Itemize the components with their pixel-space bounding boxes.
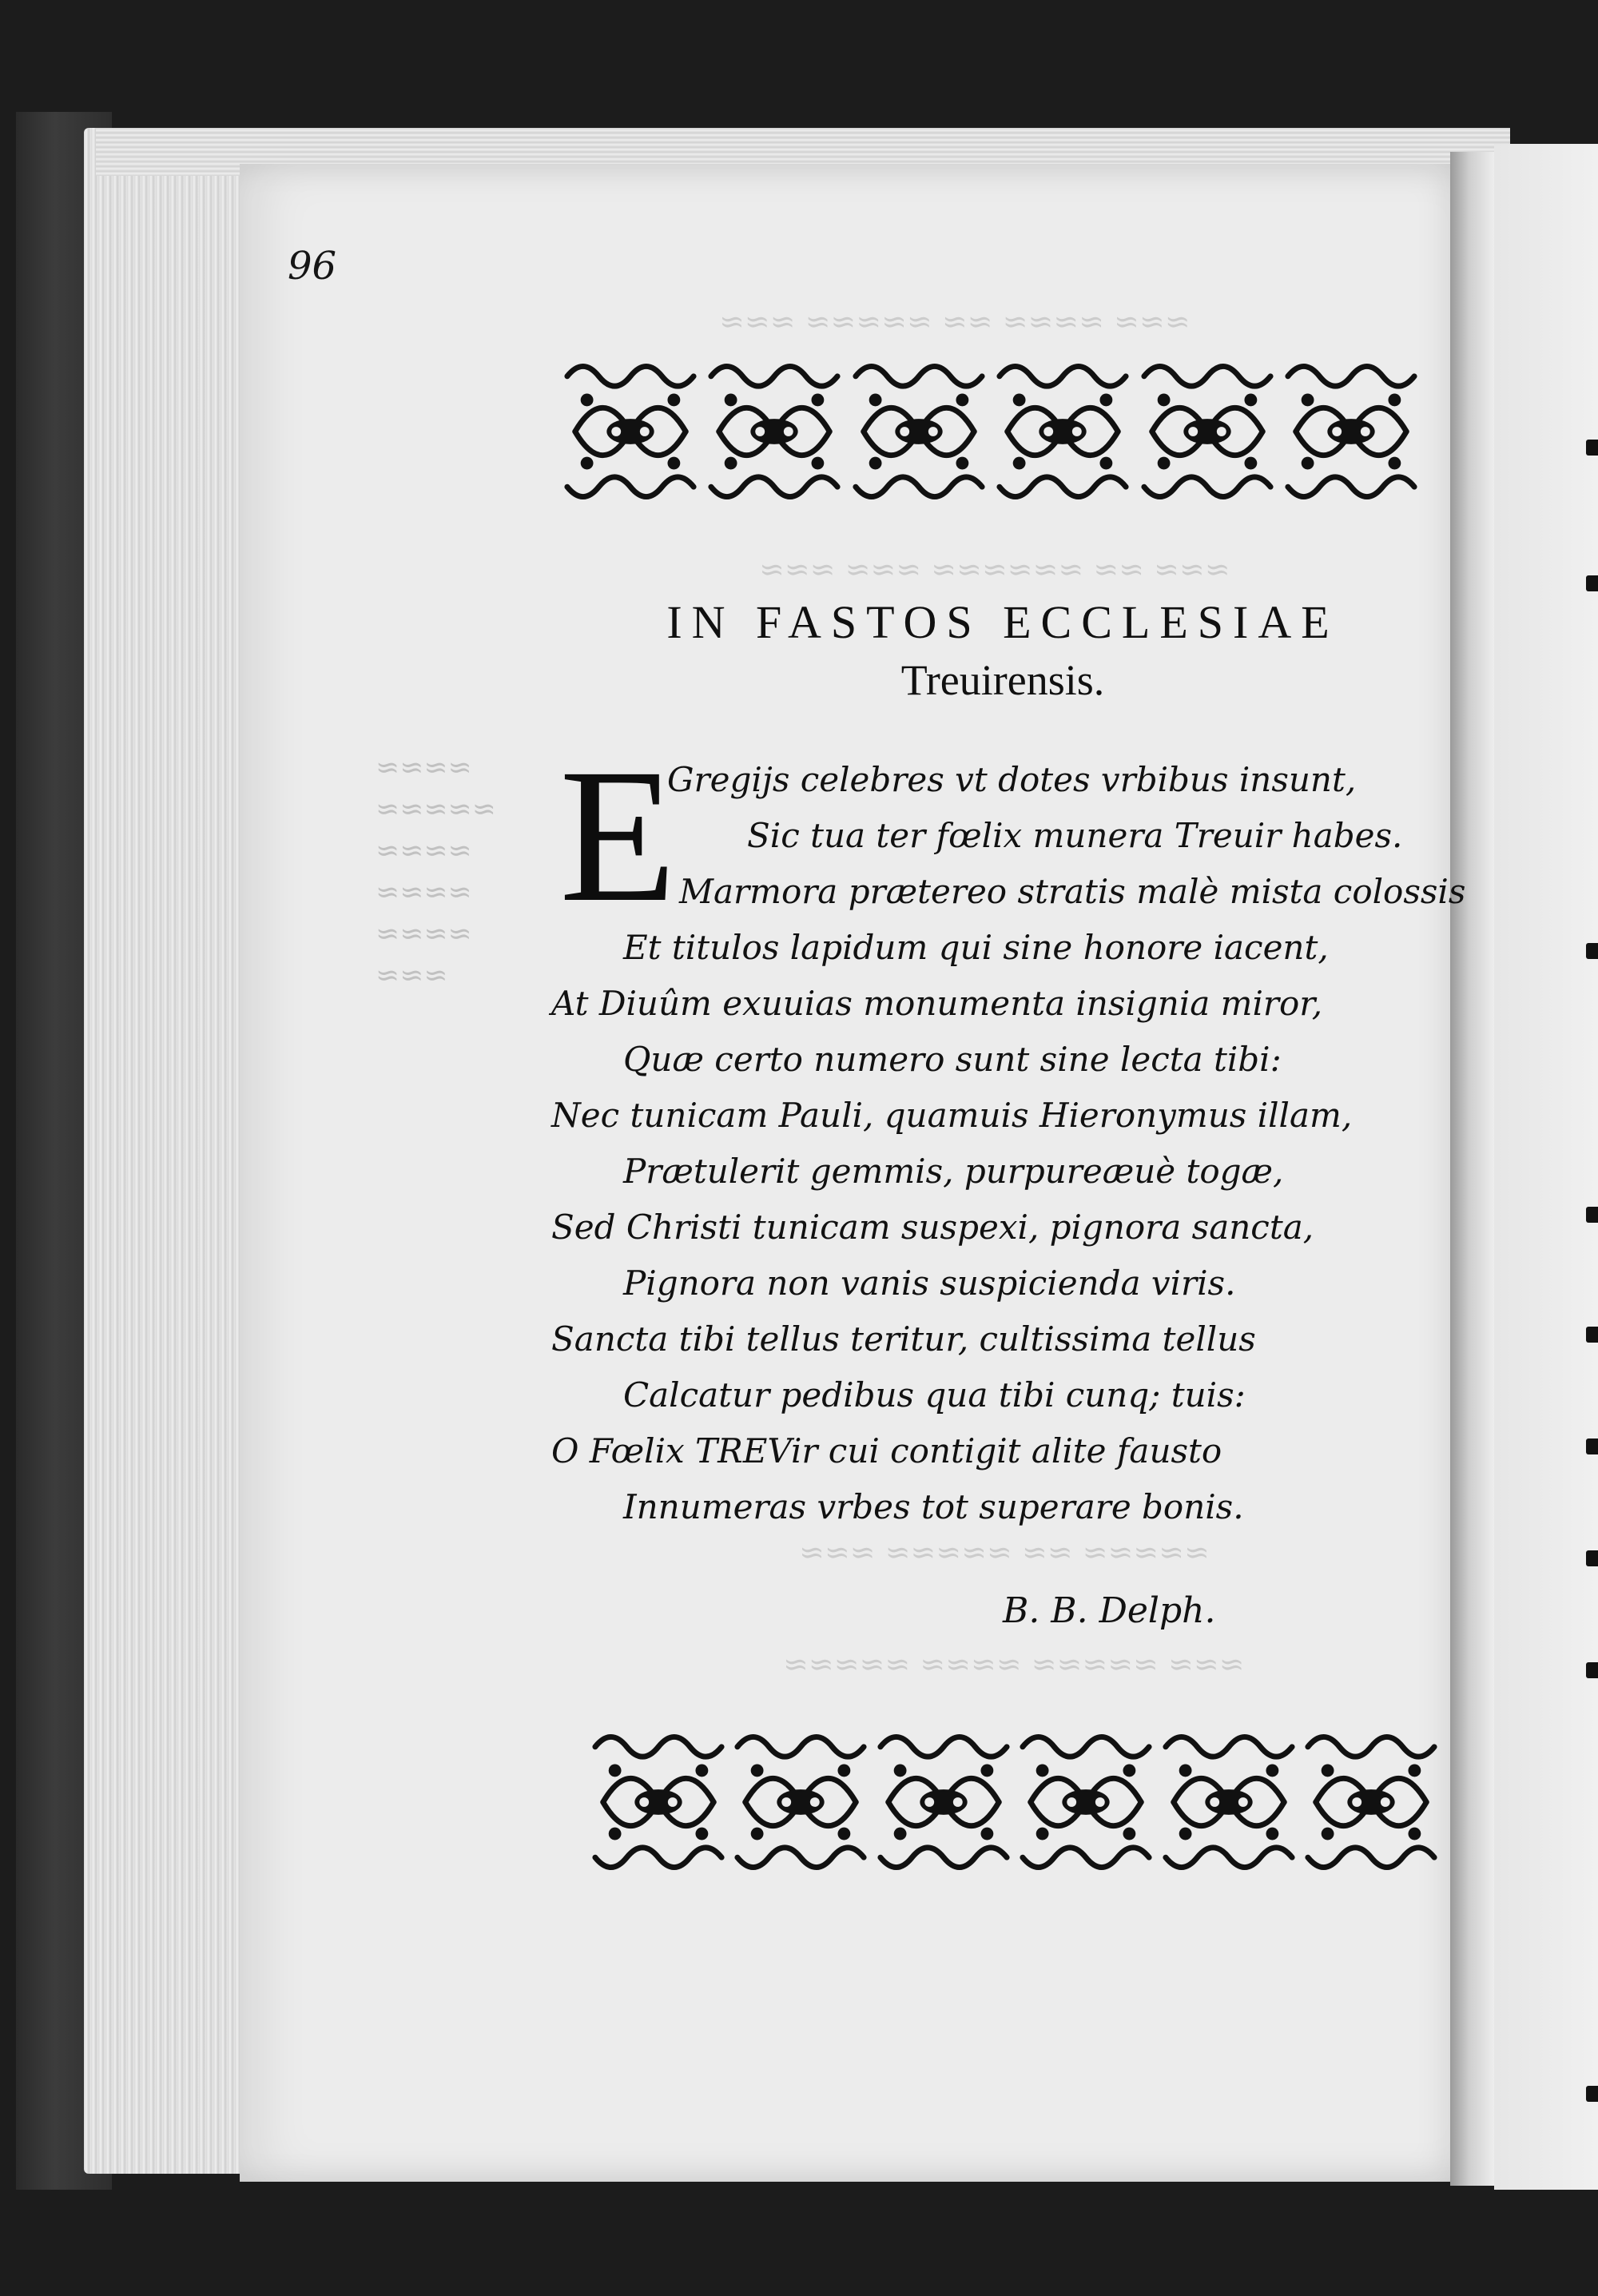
fleuron-band-icon bbox=[559, 352, 1422, 511]
facing-page-edge bbox=[1494, 144, 1598, 2190]
facing-page-fragment bbox=[1586, 943, 1598, 959]
verse-line: Prætulerit gemmis, purpureæuè togæ, bbox=[623, 1152, 1284, 1191]
verse-line: Sancta tibi tellus teritur, cultissima tellus bbox=[551, 1319, 1256, 1359]
fleuron-motif-icon bbox=[559, 352, 702, 511]
facing-page-fragment bbox=[1586, 575, 1598, 591]
verse-line: Calcatur pedibus qua tibi cunq; tuis: bbox=[623, 1375, 1246, 1415]
fleuron-motif-icon bbox=[729, 1722, 872, 1882]
facing-page-fragment bbox=[1586, 1550, 1598, 1566]
facing-page-fragment bbox=[1586, 2086, 1598, 2102]
show-through-text: ≈≈≈≈≈ ≈≈ ≈≈≈≈≈ ≈≈≈ bbox=[799, 1534, 1210, 1570]
fleuron-motif-icon bbox=[992, 352, 1134, 511]
page-stack-left bbox=[84, 128, 260, 2174]
facing-page-fragment bbox=[1586, 440, 1598, 456]
facing-page-fragment bbox=[1586, 1662, 1598, 1678]
verse-line: Et titulos lapidum qui sine honore iacent, bbox=[623, 928, 1329, 967]
drop-cap: E bbox=[559, 729, 677, 941]
fleuron-motif-icon bbox=[703, 352, 845, 511]
poem-subtitle: Treuirensis. bbox=[900, 656, 1105, 704]
facing-page-fragment bbox=[1586, 1207, 1598, 1223]
fleuron-motif-icon bbox=[1280, 352, 1422, 511]
fleuron-motif-icon bbox=[873, 1722, 1015, 1882]
verse-line: Gregijs celebres vt dotes vrbibus insunt, bbox=[667, 760, 1357, 799]
book-gutter bbox=[1450, 152, 1498, 2186]
fleuron-motif-icon bbox=[1015, 1722, 1157, 1882]
show-through-margin-note: ≈≈≈≈ ≈≈≈≈≈ ≈≈≈≈ ≈≈≈≈ ≈≈≈≈ ≈≈≈ bbox=[376, 751, 496, 992]
page-number: 96 bbox=[288, 244, 337, 288]
poem-title: IN FASTOS ECCLESIAE bbox=[666, 596, 1339, 648]
show-through-text: ≈≈≈ ≈≈≈≈≈ ≈≈≈≈ ≈≈≈≈≈ bbox=[783, 1646, 1245, 1681]
show-through-text: ≈≈≈ ≈≈ ≈≈≈≈≈≈ ≈≈≈ ≈≈≈ bbox=[759, 551, 1230, 587]
verse-line: Sic tua ter fœlix munera Treuir habes. bbox=[747, 816, 1403, 855]
author-signature: B. B. Delph. bbox=[1003, 1590, 1216, 1631]
show-through-text: ≈≈≈ ≈≈≈≈ ≈≈ ≈≈≈≈≈ ≈≈≈ bbox=[719, 304, 1191, 339]
verse-line: Quæ certo numero sunt sine lecta tibi: bbox=[623, 1040, 1282, 1079]
fleuron-motif-icon bbox=[1300, 1722, 1442, 1882]
facing-page-fragment bbox=[1586, 1438, 1598, 1454]
fleuron-band-icon bbox=[587, 1722, 1442, 1882]
fleuron-motif-icon bbox=[1158, 1722, 1300, 1882]
verse-line: Pignora non vanis suspicienda viris. bbox=[623, 1263, 1236, 1303]
verse-line: Marmora prætereo stratis malè mista colossis bbox=[679, 872, 1466, 911]
verse-line: O Fœlix TREVir cui contigit alite fausto bbox=[551, 1431, 1222, 1470]
verse-line: Nec tunicam Pauli, quamuis Hieronymus illam, bbox=[551, 1096, 1353, 1135]
facing-page-fragment bbox=[1586, 1327, 1598, 1343]
verse-line: Innumeras vrbes tot superare bonis. bbox=[623, 1487, 1244, 1526]
verse-line: Sed Christi tunicam suspexi, pignora sancta, bbox=[551, 1208, 1314, 1247]
fleuron-motif-icon bbox=[587, 1722, 729, 1882]
fleuron-motif-icon bbox=[1136, 352, 1278, 511]
fleuron-motif-icon bbox=[848, 352, 990, 511]
verse-line: At Diuûm exuuias monumenta insignia miror, bbox=[551, 984, 1323, 1023]
